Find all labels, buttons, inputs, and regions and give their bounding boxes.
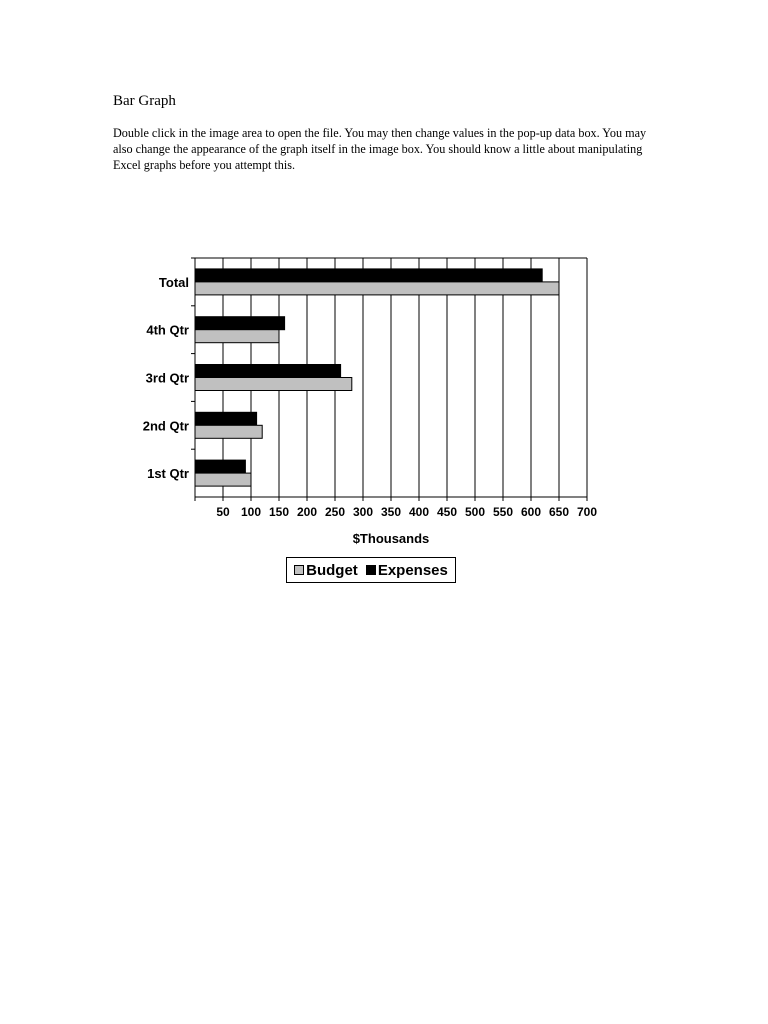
x-tick-label: 650 (548, 505, 570, 519)
bar-expenses-2nd-qtr[interactable] (195, 412, 257, 425)
bar-budget-1st-qtr[interactable] (195, 473, 251, 486)
x-axis-title: $Thousands (352, 531, 430, 546)
x-tick-label: 500 (464, 505, 486, 519)
legend-item-expenses (366, 562, 448, 579)
x-tick-label: 100 (240, 505, 262, 519)
legend-label-budget: Budget (306, 561, 358, 579)
legend-swatch-budget (294, 565, 304, 575)
chart-legend[interactable] (286, 557, 456, 583)
bar-budget-2nd-qtr[interactable] (195, 425, 262, 438)
bar-expenses-3rd-qtr[interactable] (195, 365, 341, 378)
x-tick-label: 200 (296, 505, 318, 519)
y-category-label: 2nd Qtr (142, 418, 189, 434)
x-tick-label: 600 (520, 505, 542, 519)
x-tick-label: 350 (380, 505, 402, 519)
instruction-paragraph: Double click in the image area to open the file. You may then change values in the pop-up data box. You may also change the appearance of the graph itself in the image box. You should know a little about manipulating Excel graphs before you attempt this. (113, 126, 647, 172)
x-tick-label: 50 (216, 505, 230, 519)
x-tick-label: 300 (352, 505, 374, 519)
bar-expenses-4th-qtr[interactable] (195, 317, 285, 330)
y-category-label: 1st Qtr (147, 466, 189, 482)
bar-expenses-total[interactable] (195, 269, 542, 282)
legend-item-budget (294, 562, 358, 579)
x-tick-label: 450 (436, 505, 458, 519)
bar-budget-total[interactable] (195, 282, 559, 295)
page-title: Bar Graph (113, 93, 176, 109)
x-tick-label: 250 (324, 505, 346, 519)
x-tick-label: 700 (576, 505, 598, 519)
y-category-label: 3rd Qtr (145, 370, 189, 386)
bar-budget-4th-qtr[interactable] (195, 330, 279, 343)
y-category-label: Total (158, 274, 189, 290)
bar-expenses-1st-qtr[interactable] (195, 460, 245, 473)
y-category-label: 4th Qtr (146, 322, 189, 338)
x-tick-label: 400 (408, 505, 430, 519)
x-tick-label: 150 (268, 505, 290, 519)
x-tick-label: 550 (492, 505, 514, 519)
bar-budget-3rd-qtr[interactable] (195, 378, 352, 391)
legend-swatch-expenses (366, 565, 376, 575)
legend-label-expenses: Expenses (377, 561, 448, 579)
